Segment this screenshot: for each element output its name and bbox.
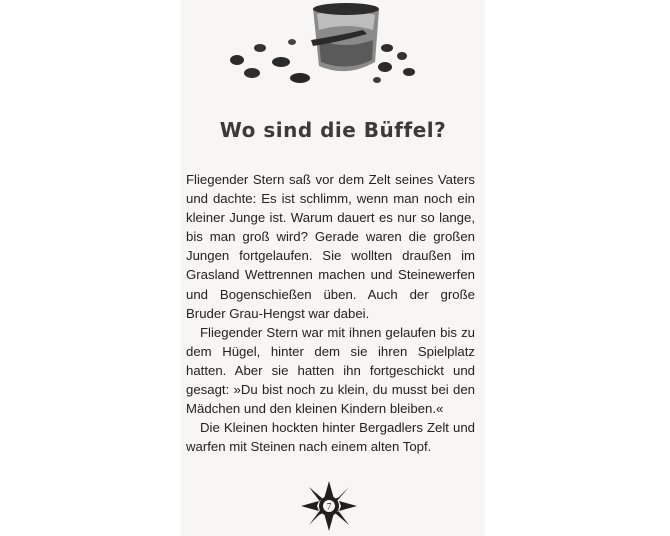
chapter-title: Wo sind die Büffel?	[219, 118, 447, 142]
paragraph-3: Die Kleinen hockten hinter Bergadlers Zelt und warfen mit Steinen nach einem alten Topf.	[186, 420, 475, 455]
paragraph-2: Fliegender Stern war mit ihnen gelaufen bis zu dem Hügel, hinter dem sie ihren Spielplatz hatten. Aber sie hatten ihn fortgeschickt und gesagt: »Du bist noch zu klein, du musst bei den Mädchen und den kleinen Kindern bleiben.«	[186, 324, 475, 417]
star-ornament-icon	[301, 481, 357, 531]
page-number: 7	[326, 501, 332, 512]
pot-and-stones-illustration	[227, 0, 422, 88]
paragraph-1: Fliegender Stern saß vor dem Zelt seines Vaters und dachte: Es ist schlimm, wenn man noch ein kleiner Junge ist. Warum dauert es nur so lange, bis man groß wird? Gerade waren die großen Jungen fortgelaufen. Sie wollten draußen im Grasland Wettrennen machen und Steinewerfen und Bogenschießen üben. Auch der große Bruder Grau-Hengst war dabei.	[186, 172, 475, 321]
body-text	[186, 170, 475, 456]
